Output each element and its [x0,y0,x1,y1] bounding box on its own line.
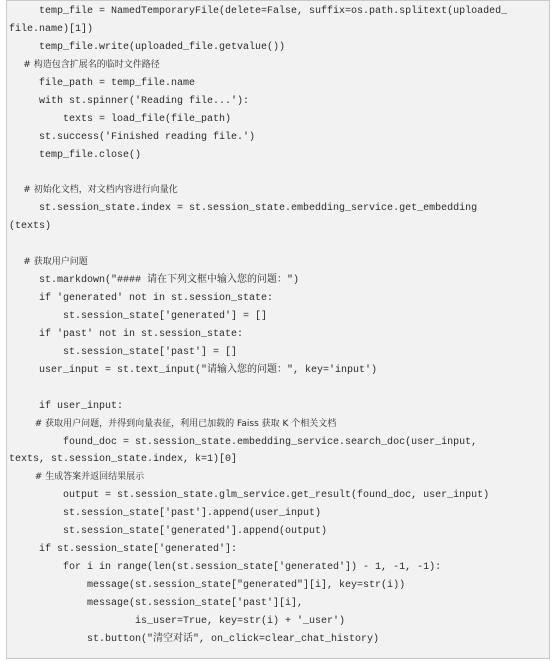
code-line: texts, st.session_state.index, k=1)[0] [9,454,238,466]
code-line: if 'generated' not in st.session_state: [9,293,274,304]
code-comment: # 初始化文档，对文档内容进行向量化 [9,185,178,196]
code-line: st.markdown("#### 请在下列文框中输入您的问题：") [9,275,300,287]
code-block [6,0,550,659]
code-line: message(st.session_state['past'][i], [9,597,304,609]
blank-line [7,236,549,254]
blank-line [7,380,549,398]
code-line: (texts) [9,221,52,233]
code-comment: # 生成答案并返回结果展示 [9,472,145,483]
code-line: for i in range(len(st.session_state['generated']) - 1, -1, -1): [9,562,442,574]
code-line: st.session_state['past'].append(user_input) [9,508,322,520]
code-line: st.session_state['past'] = [] [9,346,238,358]
code-line: temp_file.write(uploaded_file.getvalue()) [9,41,286,53]
code-line: found_doc = st.session_state.embedding_service.search_doc(user_input, [9,436,478,448]
code-line: if st.session_state['generated']: [9,544,238,556]
code-comment: # 获取用户问题 [9,257,88,268]
code-line: with st.spinner('Reading file...'): [9,95,250,107]
code-line: st.session_state.index = st.session_state.embedding_service.get_embedding [9,203,478,215]
code-line: output = st.session_state.glm_service.get_result(found_doc, user_input) [9,490,490,502]
code-line: is_user=True, key=str(i) + '_user') [9,615,346,627]
code-line: message(st.session_state["generated"][i], key=str(i)) [9,580,406,591]
code-line: st.button("清空对话", on_click=clear_chat_history) [9,633,380,645]
blank-line [7,164,549,182]
code-line: if 'past' not in st.session_state: [9,328,244,340]
code-line: temp_file = NamedTemporaryFile(delete=False, suffix=os.path.splitext(uploaded_ [9,6,508,17]
code-line: file.name)[1]) [9,23,94,35]
code-line: texts = load_file(file_path) [9,113,232,125]
code-comment: # 构造包含扩展名的临时文件路径 [9,59,160,70]
code-line: st.success('Finished reading file.') [9,131,256,143]
code-line: user_input = st.text_input("请输入您的问题：", key='input') [9,364,378,376]
code-line: temp_file.close() [9,149,142,161]
code-line: st.session_state['generated'] = [] [9,310,268,322]
code-line: st.session_state['generated'].append(output) [9,526,328,538]
code-line: if user_input: [9,400,124,412]
code-line: file_path = temp_file.name [9,77,196,89]
code-comment: # 获取用户问题，并得到向量表征，利用已加载的 Faiss 获取 K 个相关文档 [9,418,337,429]
